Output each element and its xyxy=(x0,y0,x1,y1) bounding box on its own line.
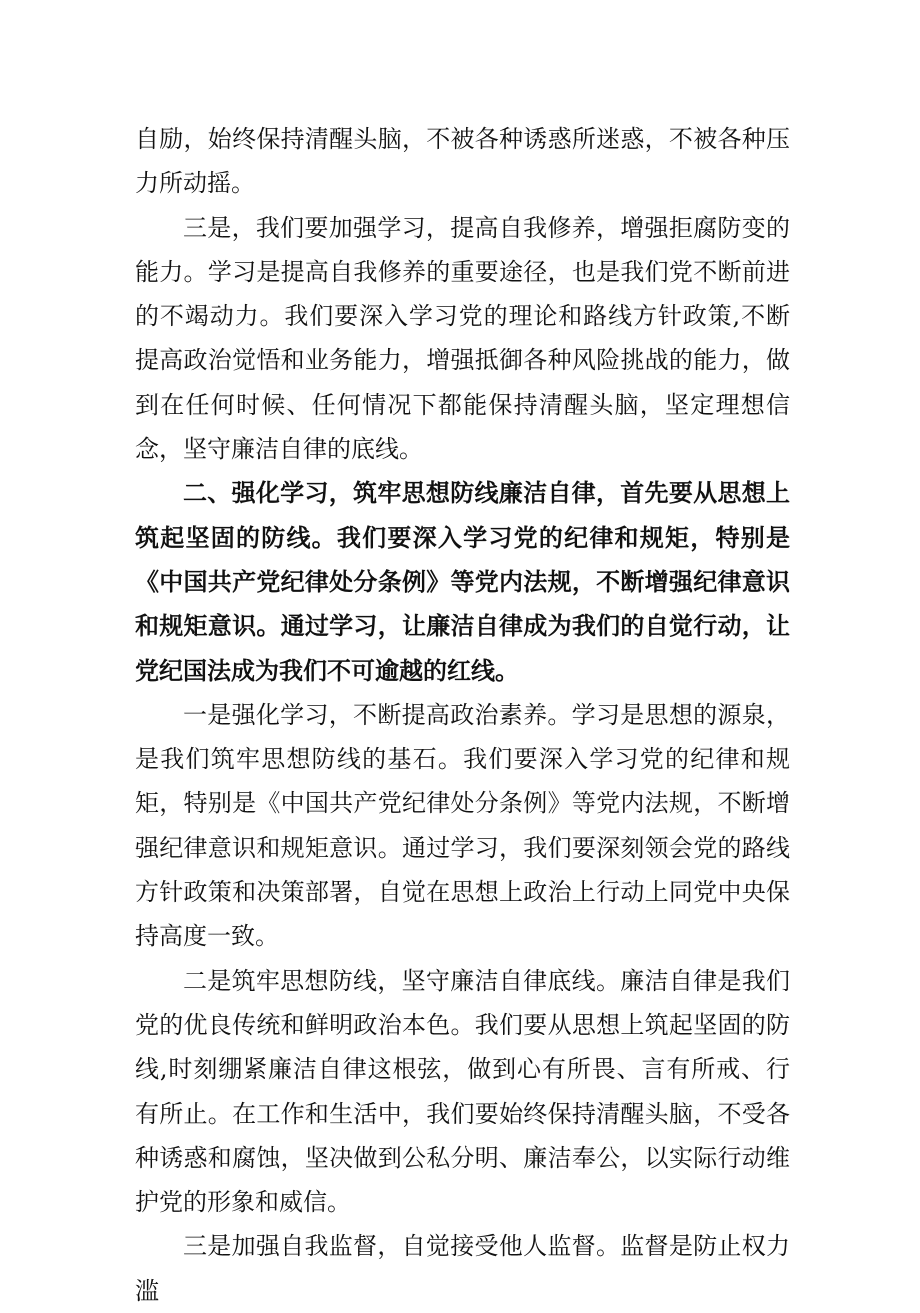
document-body xyxy=(135,117,790,1313)
paragraph-ideological-defense: 二是筑牢思想防线，坚守廉洁自律底线。廉洁自律是我们党的优良传统和鲜明政治本色。我们要从思想上筑起坚固的防线,时刻绷紧廉洁自律这根弦，做到心有所畏、言有所戒、行有所止。在工作和生活中，我们要始终保持清醒头脑，不受各种诱惑和腐蚀，坚决做到公私分明、廉洁奉公，以实际行动维护党的形象和威信。 xyxy=(135,966,790,1217)
paragraph-political-literacy: 一是强化学习，不断提高政治素养。学习是思想的源泉，是我们筑牢思想防线的基石。我们要深入学习党的纪律和规矩，特别是《中国共产党纪律处分条例》等党内法规，不断增强纪律意识和规矩意识。通过学习，我们要深刻领会党的路线方针政策和决策部署，自觉在思想上政治上行动上同党中央保持高度一致。 xyxy=(135,700,790,951)
paragraph-study-self-cultivation: 三是，我们要加强学习，提高自我修养，增强拒腐防变的能力。学习是提高自我修养的重要途径，也是我们党不断前进的不竭动力。我们要深入学习党的理论和路线方针政策,不断提高政治觉悟和业务能力，增强抵御各种风险挑战的能力，做到在任何时候、任何情况下都能保持清醒头脑，坚定理想信念，坚守廉洁自律的底线。 xyxy=(135,213,790,464)
section-heading-strengthen-study: 二、强化学习，筑牢思想防线廉洁自律，首先要从思想上筑起坚固的防线。我们要深入学习党的纪律和规矩，特别是《中国共产党纪律处分条例》等党内法规，不断增强纪律意识和规矩意识。通过学习，让廉洁自律成为我们的自觉行动，让党纪国法成为我们不可逾越的红线。 xyxy=(135,479,790,685)
paragraph-continuation: 自励，始终保持清醒头脑，不被各种诱惑所迷惑，不被各种压力所动摇。 xyxy=(135,125,790,198)
paragraph-self-supervision: 三是加强自我监督，自觉接受他人监督。监督是防止权力滥 xyxy=(135,1232,790,1305)
